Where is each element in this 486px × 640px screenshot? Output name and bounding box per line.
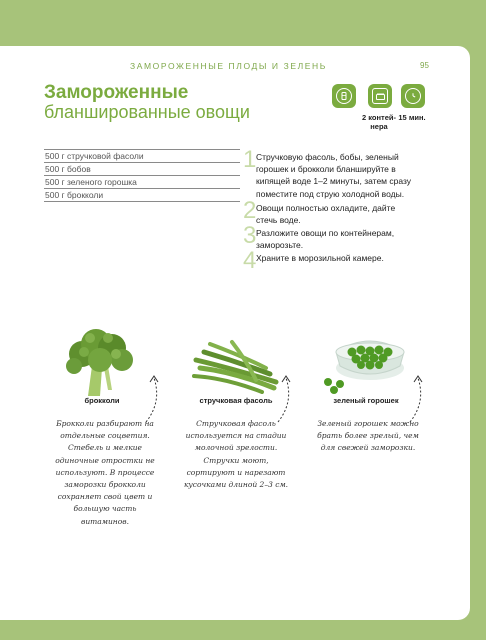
time-label: 15 мин. (398, 113, 426, 122)
step-number: 3 (243, 222, 257, 249)
recipe-title-line-1: Замороженные (44, 82, 189, 103)
ingredient-item: 500 г стручковой фасоли (44, 149, 240, 163)
ingredient-list (44, 149, 240, 202)
green-peas-label: зеленый горошек (333, 396, 399, 405)
ingredient-item: 500 г бобов (44, 163, 240, 176)
green-peas-note: Зеленый горошек можно брать более зрелый, чем для свежей заморозки. (317, 419, 419, 453)
clock-badge (401, 84, 425, 108)
step-2 (243, 197, 413, 226)
step-number: 4 (243, 247, 257, 274)
step-text: Разложите овощи по контейнерам, заморозьте. (256, 228, 395, 251)
step-number: 1 (243, 146, 257, 173)
page-number: 95 (420, 61, 429, 70)
page (0, 46, 470, 620)
step-4 (243, 247, 413, 274)
broccoli-note: Брокколи разбирают на отдельные соцветия. Стебель и мелкие одиночные отростки не используют. В процессе заморозки брокколи сохраняет свой цвет и большую часть витаминов. (55, 419, 155, 526)
ingredient-item: 500 г брокколи (44, 189, 240, 202)
recipe-title-line-2: бланшированные овощи (44, 102, 250, 122)
arrow-icon (404, 372, 432, 424)
step-text: Стручковую фасоль, бобы, зеленый горошек и брокколи бланшируйте в кипящей воде 1–2 минуты, затем сразу поместите под струю холодной воды. (256, 152, 412, 199)
broccoli-image (60, 326, 140, 398)
container-badge (368, 84, 392, 108)
ingredient-item: 500 г зеленого горошка (44, 176, 240, 189)
freezer-icon (336, 88, 352, 104)
green-peas-image (318, 326, 414, 398)
step-text: Овощи полностью охладите, дайте стечь воде. (256, 203, 396, 226)
step-text: Храните в морозильной камере. (256, 253, 384, 263)
green-beans-note: Стручковая фасоль используется на стадии молочной зрелости. Стручки моют, сортируют и нарезают кусочками длиной 2–3 см. (183, 419, 289, 490)
step-1 (243, 146, 413, 200)
freezer-badge (332, 84, 356, 108)
arrow-icon (272, 372, 300, 424)
broccoli-label: брокколи (84, 396, 120, 405)
green-beans-label: стручковая фасоль (199, 396, 273, 405)
container-icon (372, 88, 388, 104)
container-count: 2 контей-нера (362, 113, 396, 131)
running-head: ЗАМОРОЖЕННЫЕ ПЛОДЫ И ЗЕЛЕНЬ (130, 61, 327, 71)
clock-icon (405, 88, 421, 104)
green-beans-image (190, 338, 282, 394)
step-3 (243, 222, 413, 251)
arrow-icon (140, 372, 168, 424)
step-number: 2 (243, 197, 257, 224)
